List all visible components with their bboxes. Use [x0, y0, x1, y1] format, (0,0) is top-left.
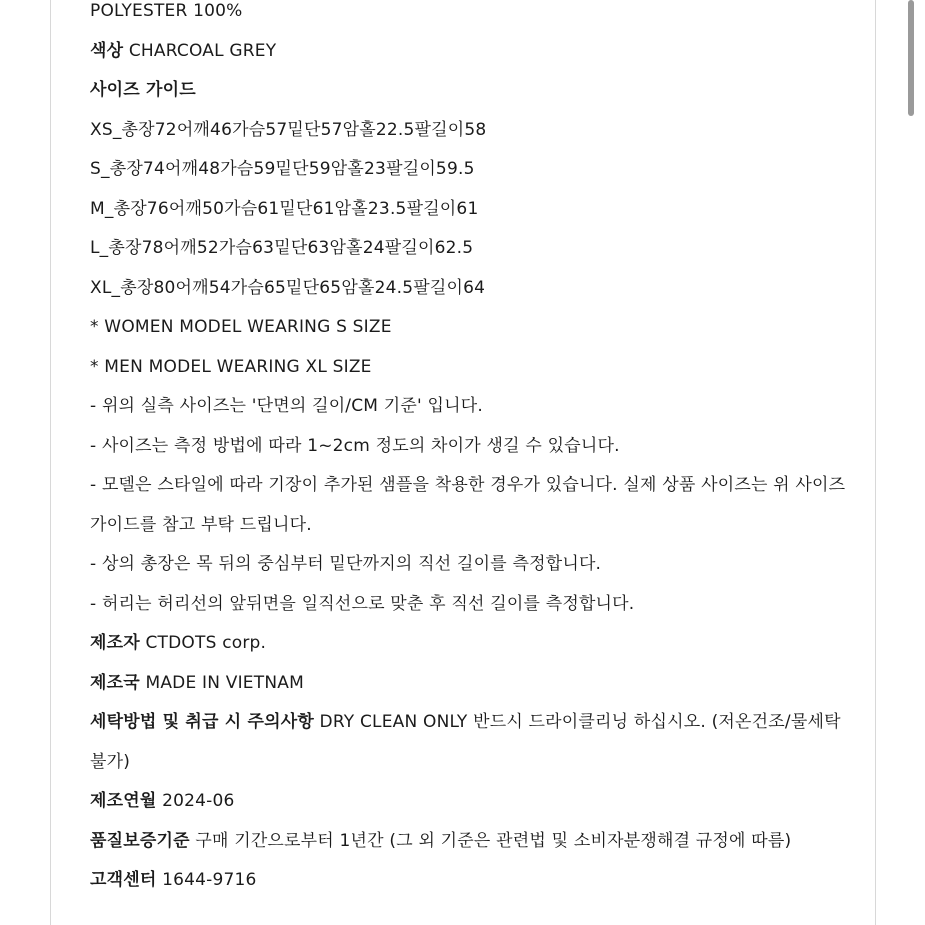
scrollbar-thumb[interactable] — [908, 0, 914, 116]
size-note: - 모델은 스타일에 따라 기장이 추가된 샘플을 착용한 경우가 있습니다. 실제 상품 사이즈는 위 사이즈 가이드를 참고 부탁 드립니다. — [90, 475, 846, 535]
size-row: XS_총장72어깨46가슴57밑단57암홀22.5팔길이58 — [90, 119, 487, 140]
color-line — [90, 32, 850, 72]
country-value: MADE IN VIETNAM — [145, 672, 304, 693]
size-row: XL_총장80어깨54가슴65밑단65암홀24.5팔길이64 — [90, 277, 486, 298]
content-border-left — [50, 0, 51, 925]
manufacturer-line — [90, 624, 850, 664]
model-note: * WOMEN MODEL WEARING S SIZE — [90, 317, 392, 337]
care-line — [90, 703, 850, 782]
country-line — [90, 664, 850, 704]
date-line — [90, 782, 850, 822]
size-note: - 허리는 허리선의 앞뒤면을 일직선으로 맞춘 후 직선 길이를 측정합니다. — [90, 593, 635, 614]
warranty-value: 구매 기간으로부터 1년간 (그 외 기준은 관련법 및 소비자분쟁해결 규정에 따름) — [195, 830, 792, 851]
care-value: DRY CLEAN ONLY 반드시 드라이클리닝 하십시오. (저온건조/물세탁 불가) — [90, 712, 841, 772]
size-guide-title: 사이즈 가이드 — [90, 80, 196, 100]
size-note: - 사이즈는 측정 방법에 따라 1~2cm 정도의 차이가 생길 수 있습니다. — [90, 435, 620, 456]
warranty-label: 품질보증기준 — [90, 830, 190, 851]
model-note: * MEN MODEL WEARING XL SIZE — [90, 356, 372, 377]
service-line — [90, 861, 850, 901]
date-label: 제조연월 — [90, 791, 157, 811]
country-label: 제조국 — [90, 672, 140, 693]
material-line: POLYESTER 100% — [90, 1, 243, 21]
date-value: 2024-06 — [162, 791, 235, 811]
product-info — [90, 0, 850, 901]
warranty-line — [90, 822, 850, 862]
scrollbar-track[interactable] — [906, 0, 916, 925]
size-note: - 위의 실측 사이즈는 '단면의 길이/CM 기준' 입니다. — [90, 396, 483, 416]
content-border-right — [875, 0, 876, 925]
manufacturer-value: CTDOTS corp. — [145, 633, 267, 653]
manufacturer-label: 제조자 — [90, 633, 140, 653]
size-row: S_총장74어깨48가슴59밑단59암홀23팔길이59.5 — [90, 159, 475, 179]
color-value: CHARCOAL GREY — [128, 40, 277, 61]
service-value: 1644-9716 — [162, 870, 257, 890]
color-label: 색상 — [90, 40, 124, 61]
size-row: M_총장76어깨50가슴61밑단61암홀23.5팔길이61 — [90, 198, 479, 219]
care-label: 세탁방법 및 취급 시 주의사항 — [90, 712, 314, 732]
service-label: 고객센터 — [90, 870, 157, 890]
size-note: - 상의 총장은 목 뒤의 중심부터 밑단까지의 직선 길이를 측정합니다. — [90, 554, 602, 574]
size-row: L_총장78어깨52가슴63밑단63암홀24팔길이62.5 — [90, 238, 474, 258]
